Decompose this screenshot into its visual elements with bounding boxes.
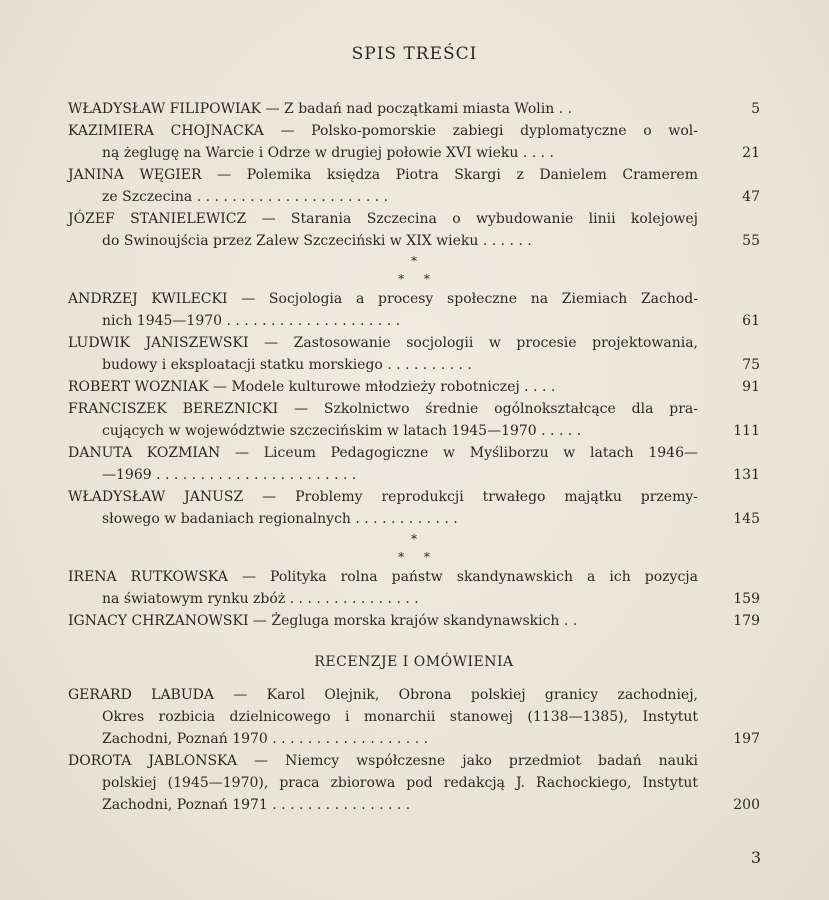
page-ref: 159 <box>733 591 760 607</box>
toc-line: JÓZEF STANIELEWICZ — Starania Szczecina o wybudowanie linii kolejowej <box>68 211 698 227</box>
asterisk-separator: * * <box>398 272 430 286</box>
review-entry <box>68 684 760 750</box>
page-ref: 111 <box>733 423 760 439</box>
toc-line: DOROTA JABLONSKA — Niemcy współczesne jako przedmiot badań nauki <box>68 753 698 769</box>
toc-line: IGNACY CHRZANOWSKI — Żegluga morska krajów skandynawskich . . 179 <box>68 610 760 632</box>
toc-entry <box>68 398 760 442</box>
reviews-heading: RECENZJE I OMÓWIENIA <box>314 654 514 670</box>
toc-line: Zachodni, Poznań 1971 . . . . . . . . . . . . . . . . 200 <box>68 794 760 816</box>
toc-line: do Swinoujścia przez Zalew Szczeciński w XIX wieku . . . . . . 55 <box>68 230 760 252</box>
asterisk-separator: * <box>411 254 417 268</box>
page-ref: 21 <box>742 145 760 161</box>
toc-line: cujących w województwie szczecińskim w latach 1945—1970 . . . . . 111 <box>68 420 760 442</box>
toc-line: słowego w badaniach regionalnych . . . . . . . . . . . . 145 <box>68 508 760 530</box>
page-ref: 47 <box>742 189 760 205</box>
toc-entry <box>68 442 760 486</box>
toc-entry <box>68 164 760 208</box>
toc-entry <box>68 120 760 164</box>
toc-line: ROBERT WOZNIAK — Modele kulturowe młodzieży robotniczej . . . . 91 <box>68 376 760 398</box>
page-ref: 5 <box>751 101 760 117</box>
page-ref: 75 <box>742 357 760 373</box>
toc-entry <box>68 610 760 632</box>
toc-line: IRENA RUTKOWSKA — Polityka rolna państw skandynawskich a ich pozycja <box>68 569 698 585</box>
toc-entry <box>68 486 760 530</box>
toc-line: na światowym rynku zbóż . . . . . . . . . . . . . . . 159 <box>68 588 760 610</box>
page-ref: 61 <box>742 313 760 329</box>
page-ref: 91 <box>742 379 760 395</box>
toc-line: WŁADYSŁAW JANUSZ — Problemy reprodukcji trwałego majątku przemy- <box>68 489 698 505</box>
toc-line: polskiej (1945—1970), praca zbiorowa pod redakcją J. Rachockiego, Instytut <box>102 775 698 791</box>
asterisk-separator: * * <box>398 550 430 564</box>
toc-line: LUDWIK JANISZEWSKI — Zastosowanie socjologii w procesie projektowania, <box>68 335 698 351</box>
toc-line: nich 1945—1970 . . . . . . . . . . . . . . . . . . . . 61 <box>68 310 760 332</box>
toc-line: ANDRZEJ KWILECKI — Socjologia a procesy społeczne na Ziemiach Zachod- <box>68 291 698 307</box>
asterisk-separator: * <box>411 532 417 546</box>
toc-line: DANUTA KOZMIAN — Liceum Pedagogiczne w Myśliborzu w latach 1946— <box>68 445 698 461</box>
page-ref: 55 <box>742 233 760 249</box>
toc-entry <box>68 208 760 252</box>
toc-entry <box>68 566 760 610</box>
toc-line: ze Szczecina . . . . . . . . . . . . . . . . . . . . . . 47 <box>68 186 760 208</box>
toc-line: GERARD LABUDA — Karol Olejnik, Obrona polskiej granicy zachodniej, <box>68 687 698 703</box>
toc-line: budowy i eksploatacji statku morskiego . . . . . . . . . . 75 <box>68 354 760 376</box>
page-number: 3 <box>750 848 761 867</box>
toc-line: JANINA WĘGIER — Polemika księdza Piotra Skargi z Danielem Cramerem <box>68 167 698 183</box>
toc-line: KAZIMIERA CHOJNACKA — Polsko-pomorskie zabiegi dyplomatyczne o wol- <box>68 123 698 139</box>
toc-entry <box>68 98 760 120</box>
page-ref: 200 <box>733 797 760 813</box>
toc-line: Zachodni, Poznań 1970 . . . . . . . . . . . . . . . . . . 197 <box>68 728 760 750</box>
toc-entry <box>68 376 760 398</box>
toc-list <box>68 98 760 816</box>
toc-line: FRANCISZEK BEREZNICKI — Szkolnictwo średnie ogólnokształcące dla pra- <box>68 401 698 417</box>
review-entry <box>68 750 760 816</box>
page-ref: 131 <box>733 467 760 483</box>
toc-line: —1969 . . . . . . . . . . . . . . . . . . . . . . . 131 <box>68 464 760 486</box>
page-ref: 179 <box>733 613 760 629</box>
toc-line: WŁADYSŁAW FILIPOWIAK — Z badań nad początkami miasta Wolin . . 5 <box>68 98 760 120</box>
toc-entry <box>68 332 760 376</box>
page-ref: 145 <box>733 511 760 527</box>
toc-line: ną żeglugę na Warcie i Odrze w drugiej połowie XVI wieku . . . . 21 <box>68 142 760 164</box>
toc-line: Okres rozbicia dzielnicowego i monarchii stanowej (1138—1385), Instytut <box>102 709 698 725</box>
page-ref: 197 <box>733 731 760 747</box>
page-title: SPIS TREŚCI <box>351 44 478 64</box>
toc-entry <box>68 288 760 332</box>
